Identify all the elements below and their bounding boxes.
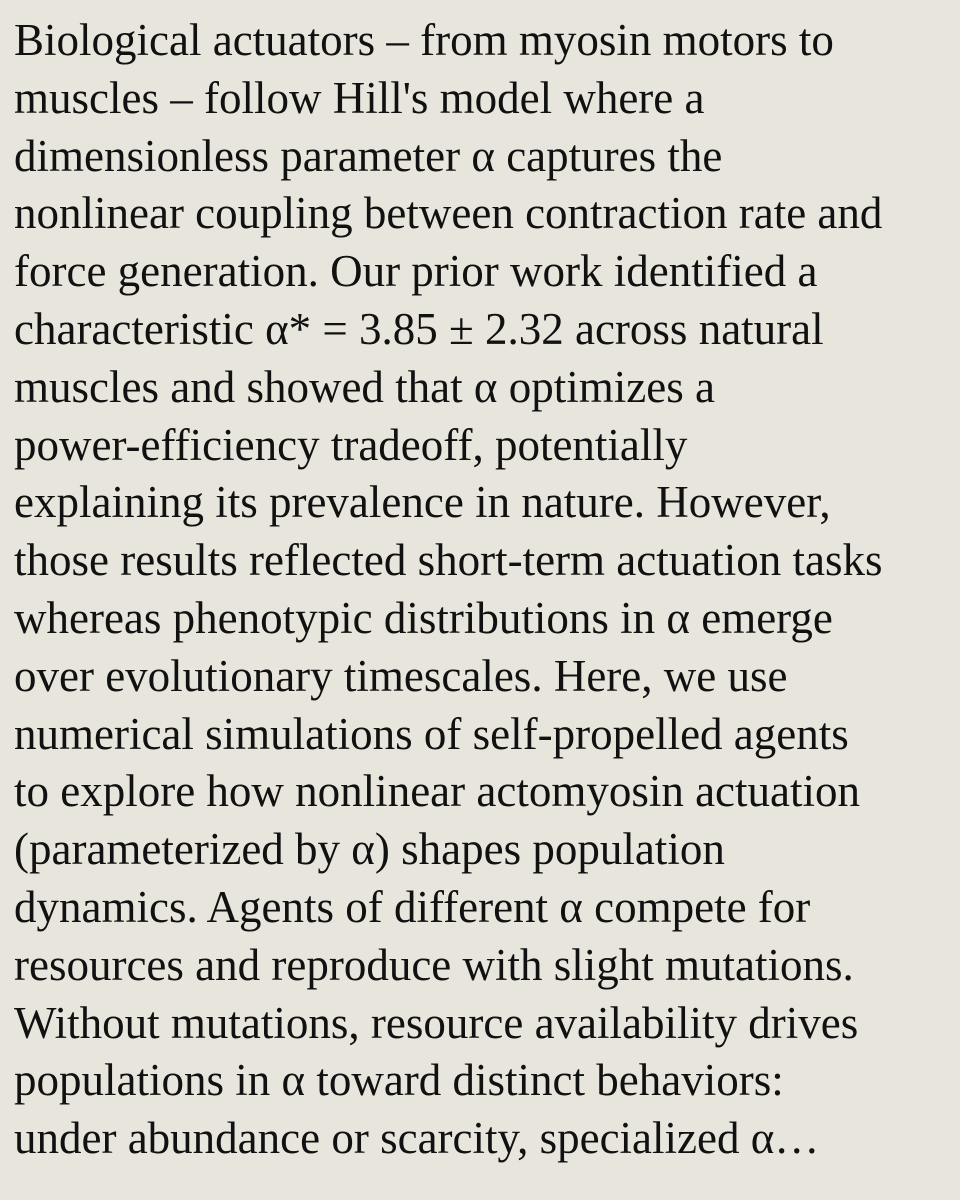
text-line-13: numerical simulations of self-propelled agents <box>14 708 849 759</box>
text-line-17: resources and reproduce with slight mutations. <box>14 939 854 990</box>
text-line-1: Biological actuators – from myosin motors to <box>14 15 834 65</box>
text-line-4: nonlinear coupling between contraction rate and <box>14 188 883 239</box>
text-line-5: force generation. Our prior work identified a <box>14 246 818 297</box>
text-line-10: those results reflected short-term actuation tasks <box>14 535 883 586</box>
text-line-16: dynamics. Agents of different α compete for <box>14 881 811 932</box>
text-line-9: explaining its prevalence in nature. However, <box>14 477 831 528</box>
text-line-15: (parameterized by α) shapes population <box>14 824 725 875</box>
text-line-3: dimensionless parameter α captures the <box>14 130 723 181</box>
text-line-18: Without mutations, resource availability drives <box>14 997 859 1048</box>
text-line-20: under abundance or scarcity, specialized α… <box>14 1113 820 1164</box>
text-line-12: over evolutionary timescales. Here, we use <box>14 650 788 701</box>
text-line-2: muscles – follow Hill's model where a <box>14 72 705 123</box>
text-line-7: muscles and showed that α optimizes a <box>14 361 715 412</box>
text-line-8: power-efficiency tradeoff, potentially <box>14 419 688 470</box>
text-line-6: characteristic α* = 3.85 ± 2.32 across natural <box>14 303 824 354</box>
text-line-19: populations in α toward distinct behaviors: <box>14 1055 784 1106</box>
abstract-paragraph <box>14 12 950 1168</box>
text-line-14: to explore how nonlinear actomyosin actuation <box>14 766 861 817</box>
text-line-11: whereas phenotypic distributions in α emerge <box>14 592 833 643</box>
